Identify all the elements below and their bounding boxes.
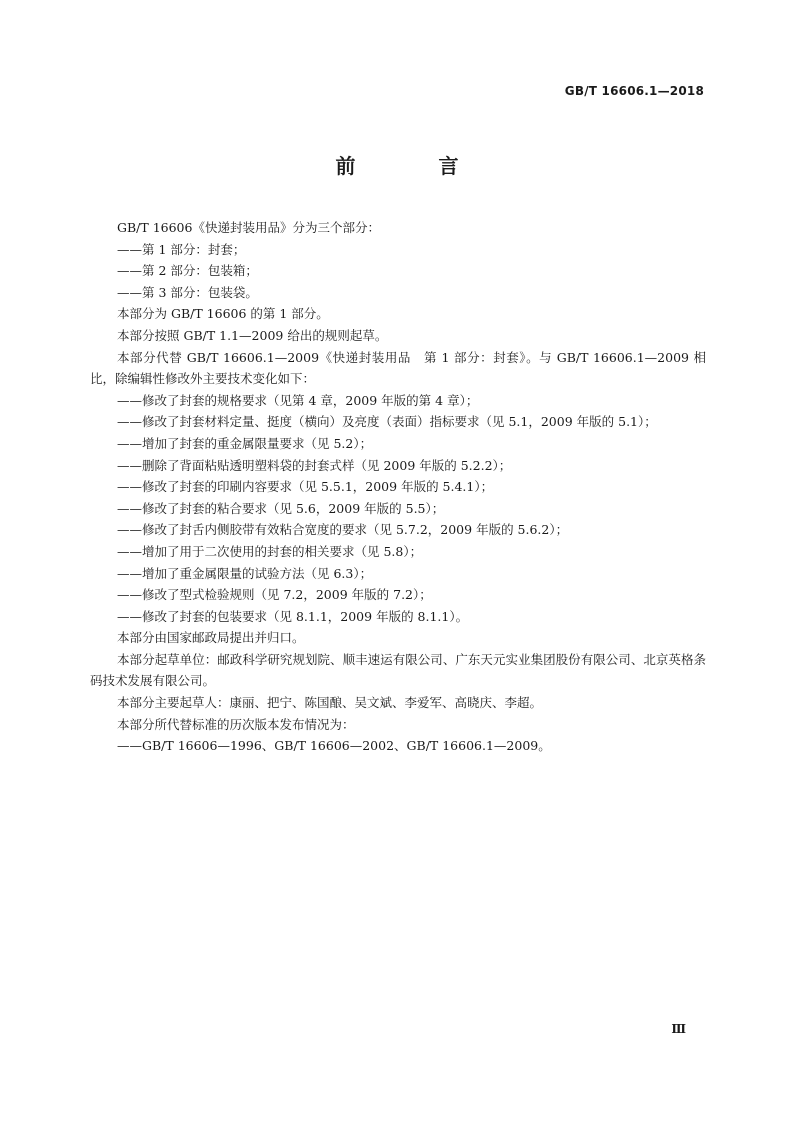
list-item-part-2: ——第 2 部分：包装箱； <box>117 263 258 279</box>
list-item-change: ——修改了封套的印刷内容要求（见 5.5.1，2009 年版的 5.4.1）； <box>117 479 494 495</box>
paragraph-history-intro: 本部分所代替标准的历次版本发布情况为： <box>117 716 355 732</box>
list-item-change: ——修改了封舌内侧胶带有效粘合宽度的要求（见 5.7.2，2009 年版的 5.6.2）； <box>117 522 569 538</box>
list-item-change: ——增加了重金属限量的试验方法（见 6.3）； <box>117 565 373 581</box>
paragraph-part-statement: 本部分为 GB/T 16606 的第 1 部分。 <box>117 306 329 322</box>
paragraph-drafting-units: 本部分起草单位：邮政科学研究规划院、顺丰速运有限公司、广东天元实业集团股份有限公司、北京英格条码技术发展有限公司。 <box>90 651 706 689</box>
page-title: 前 言 <box>335 154 497 178</box>
list-item-change: ——修改了封套的粘合要求（见 5.6，2009 年版的 5.5）； <box>117 500 445 516</box>
paragraph-replacement: 本部分代替 GB/T 16606.1—2009《快递封装用品 第 1 部分：封套》。与 GB/T 16606.1—2009 相比，除编辑性修改外主要技术变化如下： <box>90 349 706 387</box>
paragraph-drafting-rules: 本部分按照 GB/T 1.1—2009 给出的规则起草。 <box>117 327 388 343</box>
standard-code-header: GB/T 16606.1—2018 <box>564 84 704 98</box>
list-item-change: ——修改了型式检验规则（见 7.2，2009 年版的 7.2）； <box>117 587 432 603</box>
list-item-change: ——修改了封套的规格要求（见第 4 章，2009 年版的第 4 章）； <box>117 392 479 408</box>
paragraph-intro: GB/T 16606《快递封装用品》分为三个部分： <box>117 220 380 235</box>
paragraph-drafters: 本部分主要起草人：康丽、把宁、陈国酿、吴文斌、李爱军、高晓庆、李超。 <box>117 695 543 711</box>
list-item-change: ——修改了封套材料定量、挺度（横向）及亮度（表面）指标要求（见 5.1，2009 年版的 5.1）； <box>117 414 657 430</box>
list-item-change: ——删除了背面粘贴透明塑料袋的封套式样（见 2009 年版的 5.2.2）； <box>117 457 512 473</box>
list-item-change: ——增加了用于二次使用的封套的相关要求（见 5.8）； <box>117 543 423 559</box>
body-text <box>90 217 706 757</box>
page-number: Ⅲ <box>671 1022 686 1036</box>
paragraph-proposer: 本部分由国家邮政局提出并归口。 <box>117 630 305 646</box>
list-item-history: ——GB/T 16606—1996、GB/T 16606—2002、GB/T 16606.1—2009。 <box>117 738 551 754</box>
list-item-part-1: ——第 1 部分：封套； <box>117 241 246 257</box>
list-item-part-3: ——第 3 部分：包装袋。 <box>117 284 258 300</box>
list-item-change: ——修改了封套的包装要求（见 8.1.1，2009 年版的 8.1.1）。 <box>117 608 469 624</box>
list-item-change: ——增加了封套的重金属限量要求（见 5.2）； <box>117 435 373 451</box>
